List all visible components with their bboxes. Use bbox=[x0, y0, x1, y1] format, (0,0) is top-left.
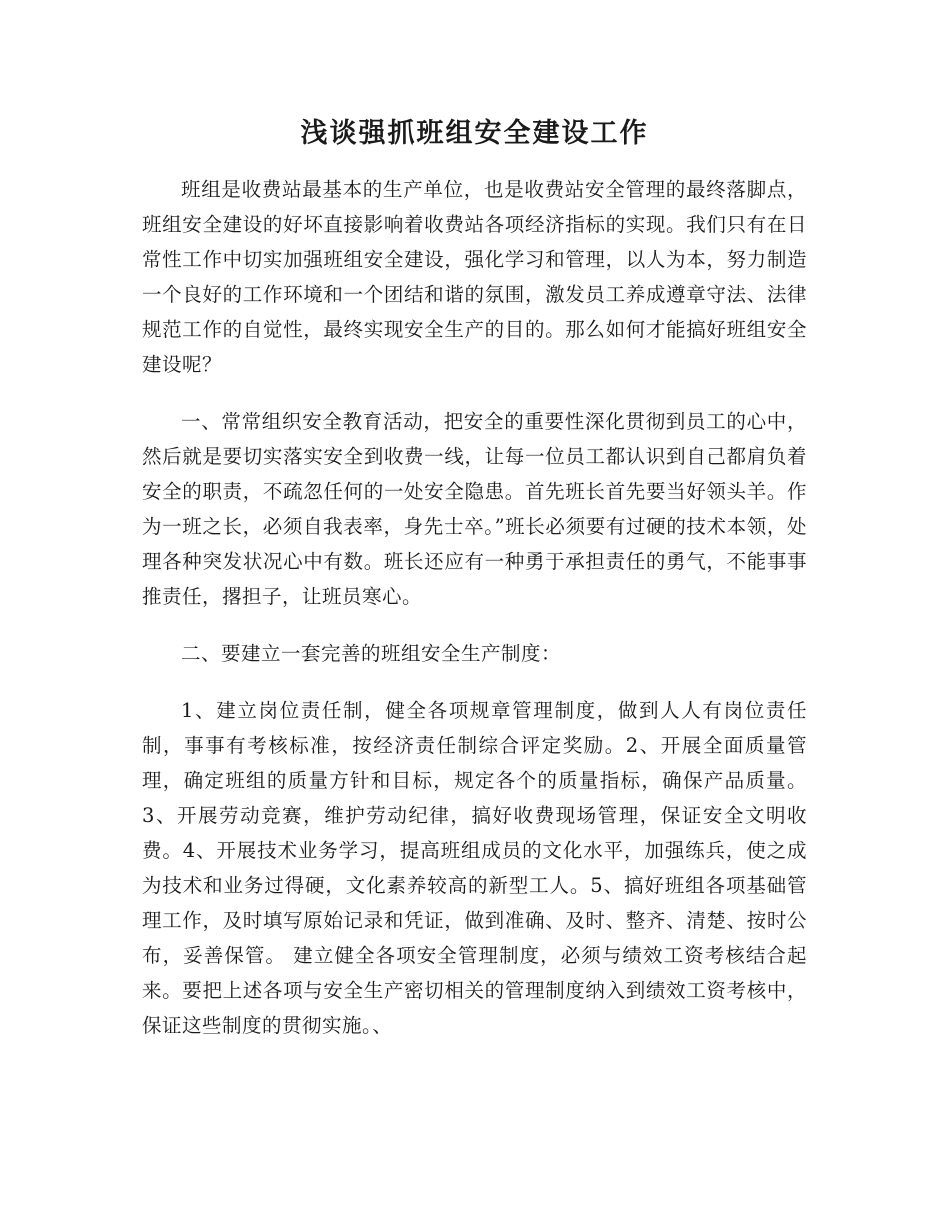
paragraph-section-one: 一、常常组织安全教育活动，把安全的重要性深化贯彻到员工的心中，然后就是要切实落实安全到收费一线，让每一位员工都认识到自己都肩负着安全的职责，不疏忽任何的一处安全隐患。首先班长首先要当好领头羊。作为一班之长，必须自我表率，身先士卒。”班长必须要有过硬的技术本领，处理各种突发状况心中有数。班长还应有一种勇于承担责任的勇气，不能事事推责任，撂担子，让班员寒心。 bbox=[142, 410, 807, 608]
paragraph-spacer bbox=[142, 382, 807, 404]
document-page bbox=[142, 112, 807, 1043]
paragraph-spacer bbox=[142, 671, 807, 693]
paragraph-intro: 班组是收费站最基本的生产单位，也是收费站安全管理的最终落脚点，班组安全建设的好坏直接影响着收费站各项经济指标的实现。我们只有在日常性工作中切实加强班组安全建设，强化学习和管理，以人为本，努力制造一个良好的工作环境和一个团结和谐的氛围，激发员工养成遵章守法、法律规范工作的自觉性，最终实现安全生产的目的。那么如何才能搞好班组安全建设呢？ bbox=[142, 178, 807, 376]
paragraph-section-two-heading: 二、要建立一套完善的班组安全生产制度： bbox=[181, 642, 562, 665]
document-title: 浅谈强抓班组安全建设工作 bbox=[300, 118, 649, 149]
paragraph-section-two-list: 1、建立岗位责任制，健全各项规章管理制度，做到人人有岗位责任制，事事有考核标准，按经济责任制综合评定奖励。2、开展全面质量管理，确定班组的质量方针和目标，规定各个的质量指标，确保产品质量。3、开展劳动竞赛，维护劳动纪律，搞好收费现场管理，保证安全文明收费。4、开展技术业务学习，提高班组成员的文化水平，加强练兵，使之成为技术和业务过得硬，文化素养较高的新型工人。5、搞好班组各项基础管理工作，及时填写原始记录和凭证，做到准确、及时、整齐、清楚、按时公布，妥善保管。 建立健全各项安全管理制度，必须与绩效工资考核结合起来。要把上述各项与安全生产密切相关的管理制度纳入到绩效工资考核中，保证这些制度的贯彻实施。、 bbox=[142, 699, 807, 1037]
paragraph-spacer bbox=[142, 614, 807, 636]
